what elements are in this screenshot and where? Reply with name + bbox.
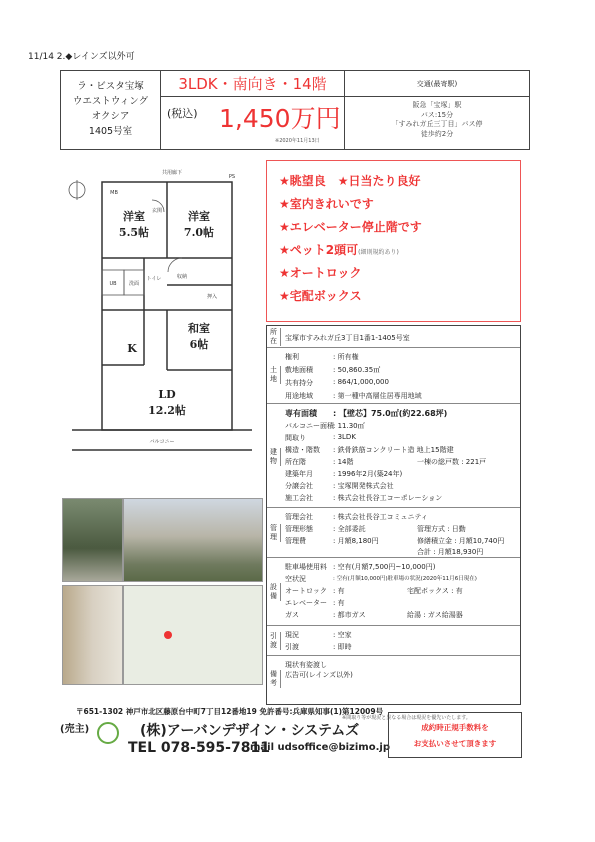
total-fee: 合計 : 月額18,930円 [417,548,484,556]
spec-key: 共有持分 [285,379,313,387]
room-label: 洋室 [123,210,145,223]
plan-label: UB [109,281,117,287]
spec-value: : 全部委託 [333,525,366,533]
side-label: 引渡 [267,632,281,650]
interior-photo [62,585,123,685]
plan-label: 洗面 [128,281,140,287]
room-label: 和室 [188,322,210,335]
spec-key: 構造・階数 [285,446,320,454]
feature-item: ★オートロック [279,266,362,280]
delivery-box: 宅配ボックス : 有 [407,587,463,595]
spec-value: : 空有(月額10,000円)駐車場の状況(2020年11月6日現在) [333,576,477,582]
spec-key: 敷地面積 [285,366,313,374]
spec-key: 専有面積 [285,409,317,418]
commission-notice [388,712,522,758]
plan-label: トイレ [146,276,162,282]
spec-key: 建築年月 [285,470,313,478]
room-label: 洋室 [188,210,210,223]
building-name [61,71,161,149]
room-size: 12.2帖 [148,404,186,417]
access-title: 交通(最寄駅) [345,71,529,97]
spec-value: : 鉄骨鉄筋コンクリート造 地上15階建 [333,446,454,454]
price: 1,450万円 [219,104,341,133]
spec-value: : 14階 [333,458,354,466]
spec-key: 管理形態 [285,525,313,533]
side-label: 所在 [267,328,281,346]
spec-key: 所在階 [285,458,306,466]
access-line: 徒歩約2分 [420,129,454,138]
company-logo [97,722,119,744]
side-label: 設備 [267,583,281,601]
room-size: 6帖 [189,338,209,351]
spec-key: 施工会社 [285,494,313,502]
address: 宝塚市すみれガ丘3丁目1番1-1405号室 [285,334,410,342]
feature-text: ★ペット2頭可 [279,243,359,257]
header-box [60,70,530,150]
repair-fund: 修繕積立金 : 月額10,740円 [417,537,505,545]
spec-key: 管理費 [285,537,306,545]
spec-key: エレベーター [285,599,327,607]
access-line: 「すみれガ丘三丁目」バス停 [391,120,483,128]
spec-building [267,404,520,508]
spec-key: 分譲会社 [285,482,313,490]
spec-value: : 株式会社長谷工コーポレーション [333,494,443,502]
access-cell [345,71,529,149]
note-line: 現状有姿渡し [285,661,327,669]
spec-key: 間取り [285,434,306,442]
side-label: 建物 [267,448,281,466]
spec-address-row [267,326,520,348]
price-cell [161,71,345,149]
spec-value: : 有 [333,599,345,607]
map-pin-icon [164,631,172,639]
spec-value: : 空有(月額7,500円~10,000円) [333,563,436,571]
plan-label: MB [110,190,118,196]
entrance-photo [62,498,123,582]
spec-value: : 1996年2月(築24年) [333,470,403,478]
tax-label: (税込) [167,107,198,120]
spec-key: 権利 [285,353,299,361]
spec-management [267,508,520,558]
spec-value: : 【壁芯】75.0㎡(約22.68坪) [333,409,448,418]
top-note: 11/14 2.◆レインズ以外可 [28,52,135,62]
spec-value: : 空家 [333,631,352,639]
email: mail udsoffice@bizimo.jp [250,742,390,753]
spec-notes [267,656,520,704]
side-label: 管理 [267,524,281,542]
room-label: K [127,342,137,355]
total-units: 一棟の総戸数 : 221戸 [417,458,487,466]
spec-value: : 3LDK [333,433,356,441]
features-note: (細則規約あり) [358,249,399,256]
spec-key: バルコニー面積 [285,422,334,430]
spec-table [266,325,521,705]
plan-label: PS [228,174,236,180]
spec-value: : 即時 [333,643,352,651]
building-line: ラ・ビスタ宝塚 [77,81,144,92]
footer-address: 〒651-1302 神戸市北区藤原台中町7丁目12番地19 免許番号:兵庫県知事(1)第12009号 [76,707,384,716]
spec-value: : 所有権 [333,353,359,361]
plan-label: 玄関 [151,208,163,214]
spec-key: 引渡 [285,643,299,651]
features-box [266,160,521,322]
spec-value: : 50,860.35㎡ [333,366,381,374]
plan-label: 押入 [206,294,218,300]
plan-label: バルコニー [149,439,175,445]
seller-label: (売主) [60,724,90,735]
spec-key: 駐車場使用料 [285,563,327,571]
spec-key: 用途地域 [285,392,313,400]
spec-value: : 都市ガス [333,611,366,619]
spec-key: 空状況 [285,575,306,583]
spec-value: : 株式会社長谷工コミュニティ [333,513,428,521]
feature-item: ★室内きれいです [279,197,374,211]
phone: TEL 078-595-7811 [128,740,270,756]
spec-equipment [267,558,520,626]
room-size: 7.0帖 [183,226,215,239]
spec-handover [267,626,520,656]
building-line: ウエストウィング [72,96,149,107]
building-photo [123,498,263,582]
access-line: バス:15分 [420,110,454,119]
access-info [345,101,529,139]
building-line: オクシア [91,111,130,122]
plan-label: 収納 [176,274,188,280]
spec-key: オートロック [285,587,327,595]
summary: 3LDK・南向き・14階 [161,71,344,97]
note-line: 広告可(レインズ以外) [285,671,353,679]
company-name: (株)アーバンデザイン・システムズ [140,723,360,739]
mgmt-method: 管理方式 : 日勤 [417,525,466,533]
side-label: 備考 [267,670,281,688]
feature-item: ★眺望良 ★日当たり良好 [279,174,421,188]
access-line: 阪急「宝塚」駅 [412,101,462,109]
building-line: 1405号室 [88,126,133,137]
side-label: 土地 [267,366,281,384]
map-photo [123,585,263,685]
room-size: 5.5帖 [118,226,150,239]
feature-item: ★エレベーター停止階です [279,220,422,234]
feature-item: ★宅配ボックス [279,289,362,303]
footnote: ※間取り等が現況と異なる場合は現況を優先いたします。 [342,715,471,721]
water-heater: 給湯 : ガス給湯器 [407,611,463,619]
spec-value: : 864/1,000,000 [333,378,389,386]
notice-line: 成約時正規手数料を [421,723,489,732]
price-date: ※2020年11月13日 [275,138,320,144]
spec-land [267,348,520,404]
plan-label: 共用廊下 [161,170,183,176]
spec-key: ガス [285,611,299,619]
spec-value: : 第一種中高層住居専用地域 [333,392,422,400]
spec-value: : 月額8,180円 [333,537,379,545]
spec-key: 管理会社 [285,513,313,521]
floor-plan [62,160,260,460]
spec-key: 現況 [285,631,299,639]
room-label: LD [158,388,176,401]
notice-line: お支払いさせて頂きます [413,739,497,748]
spec-value: : 宝塚開発株式会社 [333,482,394,490]
spec-value: : 有 [333,587,345,595]
feature-item-pet [279,241,520,264]
spec-value: : 11.30㎡ [333,422,365,430]
